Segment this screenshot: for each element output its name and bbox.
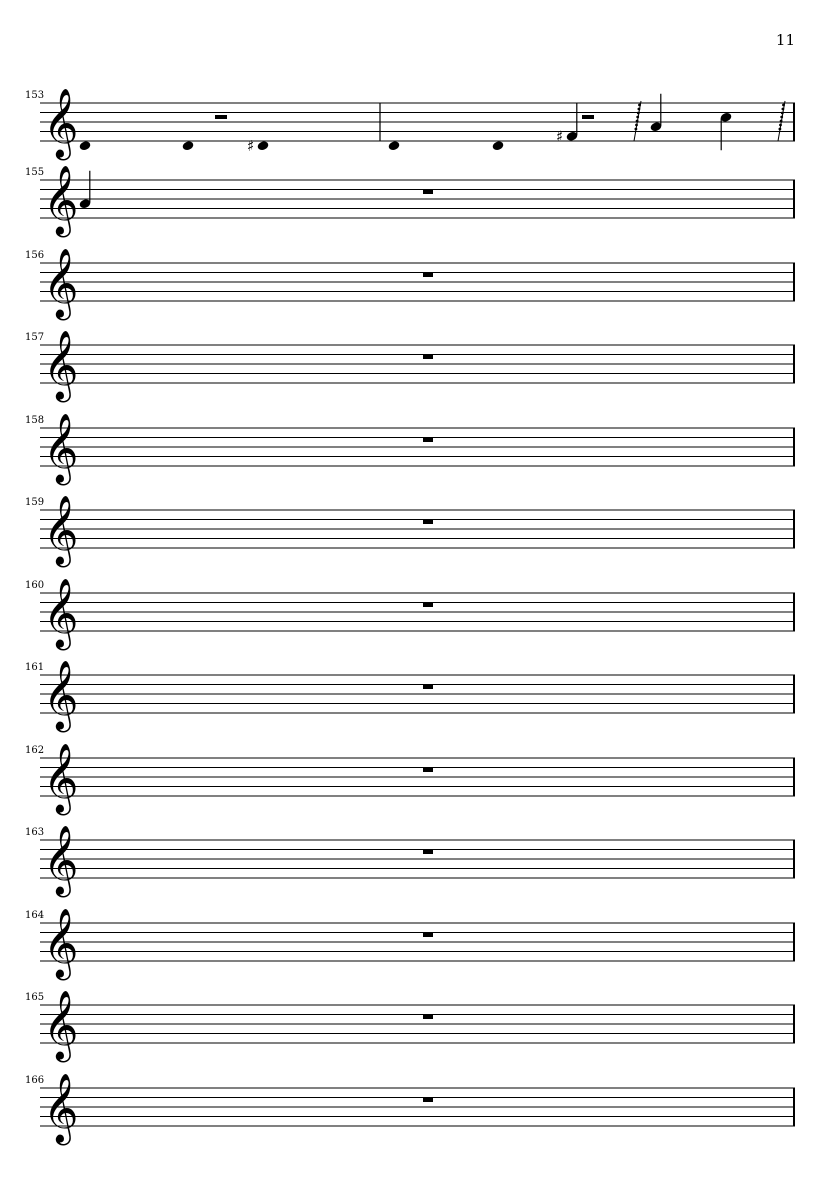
sharp-icon: ♯ <box>247 136 255 155</box>
whole-rest <box>423 190 433 195</box>
treble-clef-icon: 𝄞 <box>43 248 79 318</box>
whole-rest <box>423 768 433 773</box>
whole-rest <box>423 438 433 443</box>
measure-number: 166 <box>25 1075 45 1086</box>
treble-clef-icon: 𝄞 <box>43 495 79 565</box>
treble-clef-icon: 𝄞 <box>43 165 79 235</box>
measure-number: 165 <box>25 992 45 1003</box>
measure-number: 163 <box>25 827 45 838</box>
tremolo-mark <box>781 112 784 115</box>
quarter-note <box>182 140 195 151</box>
staff-system <box>40 593 795 631</box>
tremolo-mark <box>635 128 638 131</box>
treble-clef-icon: 𝄞 <box>43 1073 79 1143</box>
whole-rest <box>423 850 433 855</box>
whole-rest <box>423 1015 433 1020</box>
whole-rest <box>423 1098 433 1103</box>
treble-clef-icon: 𝄞 <box>43 413 79 483</box>
page-number: 11 <box>775 31 795 49</box>
whole-rest <box>423 933 433 938</box>
treble-clef-icon: 𝄞 <box>43 330 79 400</box>
measure-number: 158 <box>25 415 45 426</box>
measure-number: 162 <box>25 745 45 756</box>
quarter-note <box>388 140 401 151</box>
whole-rest <box>423 273 433 278</box>
treble-clef-icon: 𝄞 <box>43 743 79 813</box>
treble-clef-icon: 𝄞 <box>43 825 79 895</box>
tremolo-mark <box>779 124 782 127</box>
tremolo-mark <box>782 104 785 107</box>
staff-system <box>40 180 795 218</box>
staff-system <box>40 103 795 141</box>
treble-clef-icon: 𝄞 <box>43 990 79 1060</box>
tremolo-mark <box>779 128 782 131</box>
staff-system <box>40 1005 795 1043</box>
tremolo-mark <box>780 120 783 123</box>
tremolo-mark <box>638 104 641 107</box>
treble-clef-icon: 𝄞 <box>43 578 79 648</box>
measure-number: 159 <box>25 497 45 508</box>
tremolo-mark <box>782 108 785 111</box>
tremolo-mark <box>636 120 639 123</box>
whole-rest <box>423 603 433 608</box>
staff-system <box>40 263 795 301</box>
staff-system <box>40 675 795 713</box>
staff-system <box>40 510 795 548</box>
quarter-note <box>79 140 92 151</box>
staff-system <box>40 345 795 383</box>
staff-system <box>40 428 795 466</box>
staff-system <box>40 923 795 961</box>
half-rest <box>582 115 594 119</box>
whole-rest <box>423 685 433 690</box>
treble-clef-icon: 𝄞 <box>43 660 79 730</box>
staff-system <box>40 1088 795 1126</box>
treble-clef-icon: 𝄞 <box>43 88 79 158</box>
measure-number: 153 <box>25 90 45 101</box>
sharp-icon: ♯ <box>556 127 564 146</box>
tremolo-mark <box>635 124 638 127</box>
measure-number: 156 <box>25 250 45 261</box>
tremolo-mark <box>780 116 783 119</box>
tremolo-mark <box>636 116 639 119</box>
quarter-note <box>257 140 270 151</box>
quarter-note <box>492 140 505 151</box>
measure-number: 161 <box>25 662 45 673</box>
tremolo-mark <box>638 108 641 111</box>
whole-rest <box>423 355 433 360</box>
measure-number: 160 <box>25 580 45 591</box>
staff-system <box>40 758 795 796</box>
measure-number: 157 <box>25 332 45 343</box>
tremolo-mark <box>637 112 640 115</box>
half-rest <box>215 115 227 119</box>
measure-number: 164 <box>25 910 45 921</box>
treble-clef-icon: 𝄞 <box>43 908 79 978</box>
whole-rest <box>423 520 433 525</box>
staff-system <box>40 840 795 878</box>
measure-number: 155 <box>25 167 45 178</box>
